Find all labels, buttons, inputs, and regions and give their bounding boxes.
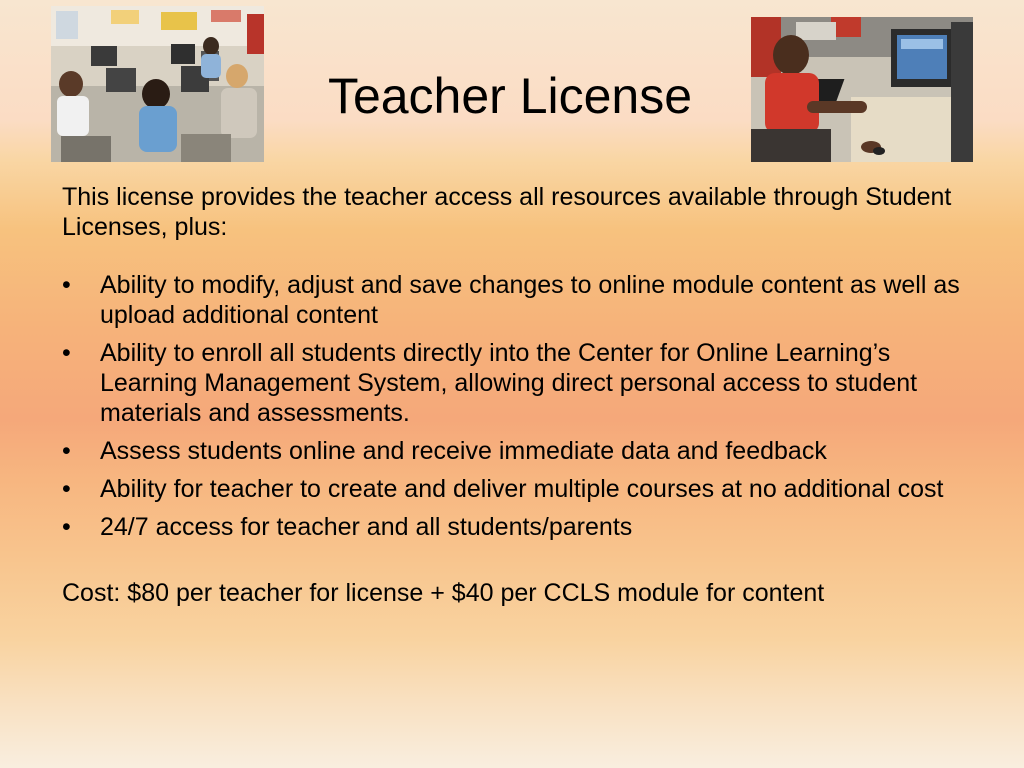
student-computer-photo-image xyxy=(751,17,973,162)
feature-list xyxy=(62,270,972,542)
student-computer-photo xyxy=(751,17,973,162)
classroom-photo xyxy=(51,6,264,162)
feature-item: • Ability for teacher to create and deliver multiple courses at no additional cost xyxy=(62,474,972,504)
feature-item: • Ability to enroll all students directly into the Center for Online Learning’s Learning Management System, allowing direct personal access to student materials and assessments. xyxy=(62,338,972,428)
slide-title: Teacher License xyxy=(327,68,693,124)
intro-text: This license provides the teacher access all resources available through Student Licenses, plus: xyxy=(62,183,952,241)
cost-text: Cost: $80 per teacher for license + $40 per CCLS module for content xyxy=(62,579,825,607)
feature-item: • Ability to modify, adjust and save changes to online module content as well as upload additional content xyxy=(62,270,972,330)
classroom-photo-image xyxy=(51,6,264,162)
feature-item: • 24/7 access for teacher and all students/parents xyxy=(62,512,972,542)
feature-item: • Assess students online and receive immediate data and feedback xyxy=(62,436,972,466)
slide-body xyxy=(62,182,972,608)
